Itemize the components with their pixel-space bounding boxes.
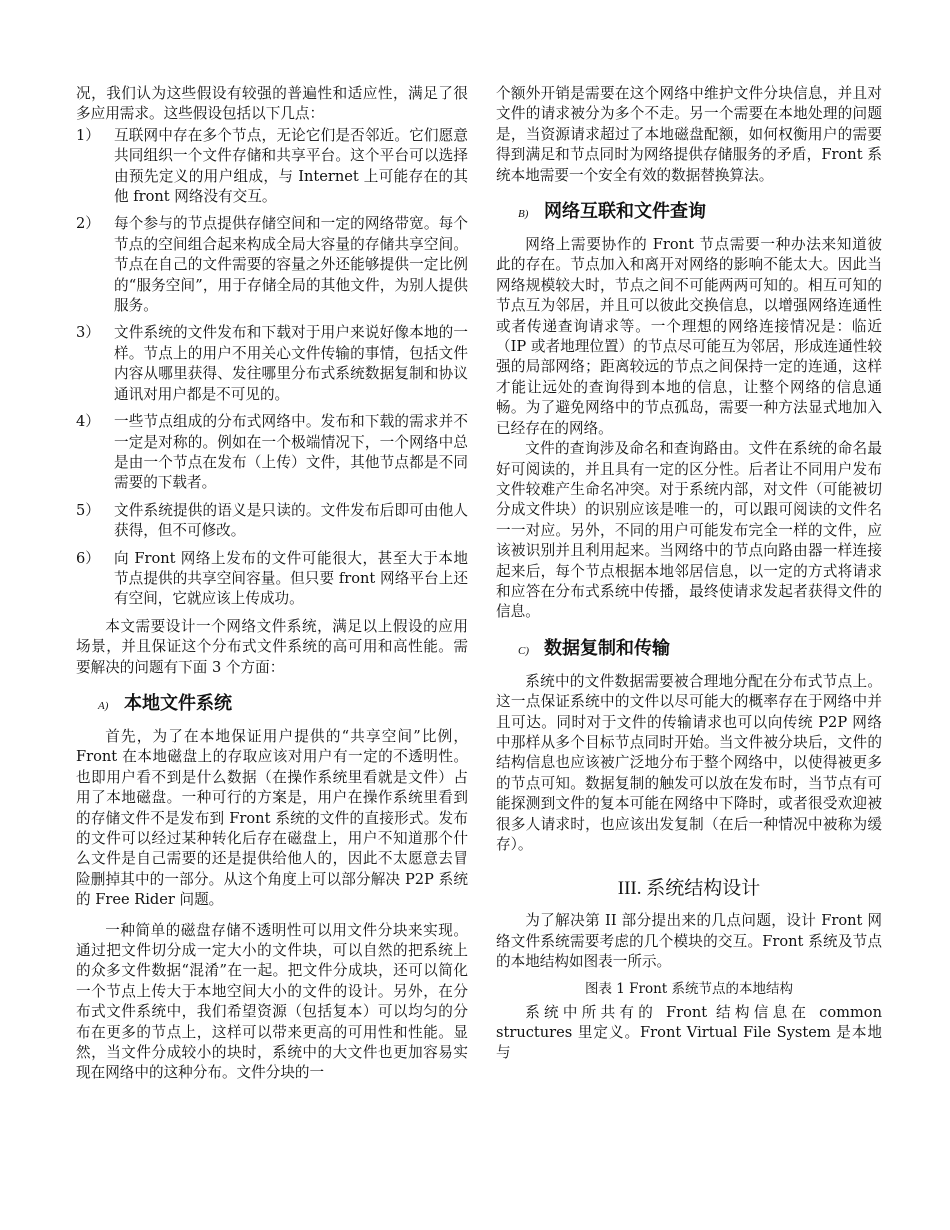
- section-3-paragraph-2-line-2: structures 里定义。Front Virtual File System 是本地与: [496, 1024, 882, 1062]
- figure-caption: 图表 1 Front 系统节点的本地结构: [584, 980, 794, 997]
- list-item: [76, 412, 468, 494]
- section-c-title: 数据复制和传输: [544, 637, 670, 659]
- list-item: [76, 214, 468, 316]
- design-paragraph: 本文需要设计一个网络文件系统，满足以上假设的应用场景，并且保证这个分布式文件系统的高可用和高性能。需要解决的问题有下面 3 个方面：: [76, 617, 468, 676]
- section-a-marker: A): [98, 699, 109, 712]
- section-3-paragraph-2-line-1: 系统中所共有的 Front 结构信息在 common: [525, 1003, 882, 1021]
- list-text: 文件系统提供的语义是只读的。文件发布后即可由他人获得，但不可修改。: [114, 501, 468, 540]
- list-number: 2）: [76, 215, 100, 233]
- list-number: 4）: [76, 413, 100, 431]
- right-column: [496, 84, 882, 1064]
- list-text: 互联网中存在多个节点，无论它们是否邻近。它们愿意共同组织一个文件存储和共享平台。这个平台可以选择由预先定义的用户组成，与 Internet 上可能存在的其他 front 网络没有交互。: [114, 126, 468, 206]
- section-c-marker: C): [518, 644, 529, 657]
- section-3-title: III. 系统结构设计: [617, 878, 761, 900]
- left-column: [76, 84, 468, 1084]
- section-b-paragraph-1: 网络上需要协作的 Front 节点需要一种办法来知道彼此的存在。节点加入和离开对网络的影响不能太大。因此当网络规模较大时，节点之间不可能两两可知的。相互可知的节点互为邻居，并且可以彼此交换信息，以增强网络连通性或者传递查询请求等。一个理想的网络连接情况是：临近（IP 或者地理位置）的节点尽可能互为邻居，形成连通性较强的局部网络；距离较远的节点之间保持一定的连通，这样才能让远处的查询得到本地的信息，让整个网络的信息通畅。为了避免网络中的节点孤岛，需要一种方法显式地加入已经存在的网络。: [496, 236, 882, 437]
- list-text: 每个参与的节点提供存储空间和一定的网络带宽。每个节点的空间组合起来构成全局大容量的存储共享空间。节点在自己的文件需要的容量之外还能够提供一定比例的“服务空间”，用于存储全局的其他文件，为别人提供服务。: [114, 215, 468, 315]
- section-b-paragraph-2: 文件的查询涉及命名和查询路由。文件在系统的命名最好可阅读的，并且具有一定的区分性。后者让不同用户发布文件较难产生命名冲突。对于系统内部，对文件（可能被切分成文件块）的识别应该是唯一的，可以跟可阅读的文件名一一对应。另外，不同的用户可能发布完全一样的文件，应该被识别并且利用起来。当网络中的节点向路由器一样连接起来后，每个节点根据本地邻居信息，以一定的方式将请求和应答在分布式系统中传播，最终使请求发起者获得文件的信息。: [496, 440, 882, 621]
- list-item: [76, 549, 468, 610]
- list-item: [76, 323, 468, 405]
- section-a-paragraph-1: 首先，为了在本地保证用户提供的“共享空间”比例，Front 在本地磁盘上的存取应该对用户有一定的不透明性。也即用户看不到是什么数据（在操作系统里看就是文件）占用了本地磁盘。一种可行的方案是，用户在操作系统里看到的存储文件不是发布到 Front 系统的文件的直接形式。发布的文件可以经过某种转化后存在磁盘上，用户不知道那个什么文件是自己需要的还是提供给他人的，因此不太愿意去冒险删掉其中的一部分。从这个角度上可以部分解决 P2P 系统的 Free Rider 问题。: [76, 727, 468, 909]
- list-number: 6）: [76, 549, 100, 567]
- list-text: 文件系统的文件发布和下载对于用户来说好像本地的一样。节点上的用户不用关心文件传输的事情，包括文件内容从哪里获得、发往哪里分布式系统数据复制和协议通讯对用户都是不可见的。: [114, 324, 468, 403]
- list-text: 向 Front 网络上发布的文件可能很大，甚至大于本地节点提供的共享空间容量。但只要 front 网络平台上还有空间，它就应该上传成功。: [114, 549, 468, 608]
- section-b-heading: [496, 200, 882, 226]
- section-3-paragraph-1: 为了解决第 II 部分提出来的几点问题，设计 Front 网络文件系统需要考虑的几个模块的交互。Front 系统及节点的本地结构如图表一所示。: [496, 912, 882, 971]
- list-number: 3）: [76, 324, 100, 342]
- assumptions-list: [76, 126, 468, 610]
- list-item: [76, 126, 468, 208]
- list-item: [76, 501, 468, 542]
- section-a-paragraph-3: 个额外开销是需要在这个网络中维护文件分块信息，并且对文件的请求被分为多个不走。另一个需要在本地处理的问题是，当资源请求超过了本地磁盘配额，如何权衡用户的需要得到满足和节点同时为网络提供存储服务的矛盾，Front 系统本地需要一个安全有效的数据替换算法。: [496, 85, 882, 184]
- list-number: 5）: [76, 501, 100, 519]
- section-b-marker: B): [518, 208, 529, 221]
- intro-paragraph: 况，我们认为这些假设有较强的普遍性和适应性，满足了很多应用需求。这些假设包括以下几点：: [76, 85, 468, 123]
- section-a-title: 本地文件系统: [124, 692, 232, 714]
- list-number: 1）: [76, 126, 100, 144]
- section-a-paragraph-2: 一种简单的磁盘存储不透明性可以用文件分块来实现。通过把文件切分成一定大小的文件块，可以自然的把系统上的众多文件数据“混淆”在一起。把文件分成块，还可以简化一个节点上传大于本地空间大小的文件的设计。另外，在分布式文件系统中，我们希望资源（包括复本）可以均匀的分布在更多的节点上，这样可以带来更高的可用性和性能。显然，当文件分成较小的块时，系统中的大文件也更加容易实现在网络中的这种分布。文件分块的一: [76, 921, 468, 1082]
- section-c-paragraph-1: 系统中的文件数据需要被合理地分配在分布式节点上。这一点保证系统中的文件以尽可能大的概率存在于网络中并且可达。同时对于文件的传输请求也可以向传统 P2P 网络中那样从多个目标节点同时开始。当文件被分块后，文件的结构信息也应该被广泛地分布于整个网络中，以使得被更多的节点可知。数据复制的触发可以放在发布时，当节点有可能探测到文件的复本可能在网络中下降时，或者很受欢迎被很多人请求时，也应该出发复制（在后一种情况中被称为缓存）。: [496, 672, 882, 853]
- section-a-heading: [76, 692, 468, 718]
- section-b-title: 网络互联和文件查询: [544, 201, 706, 223]
- list-text: 一些节点组成的分布式网络中。发布和下载的需求并不一定是对称的。例如在一个极端情况下，一个网络中总是由一个节点在发布（上传）文件，其他节点都是不同需要的下载者。: [114, 413, 468, 492]
- section-c-heading: [496, 637, 882, 663]
